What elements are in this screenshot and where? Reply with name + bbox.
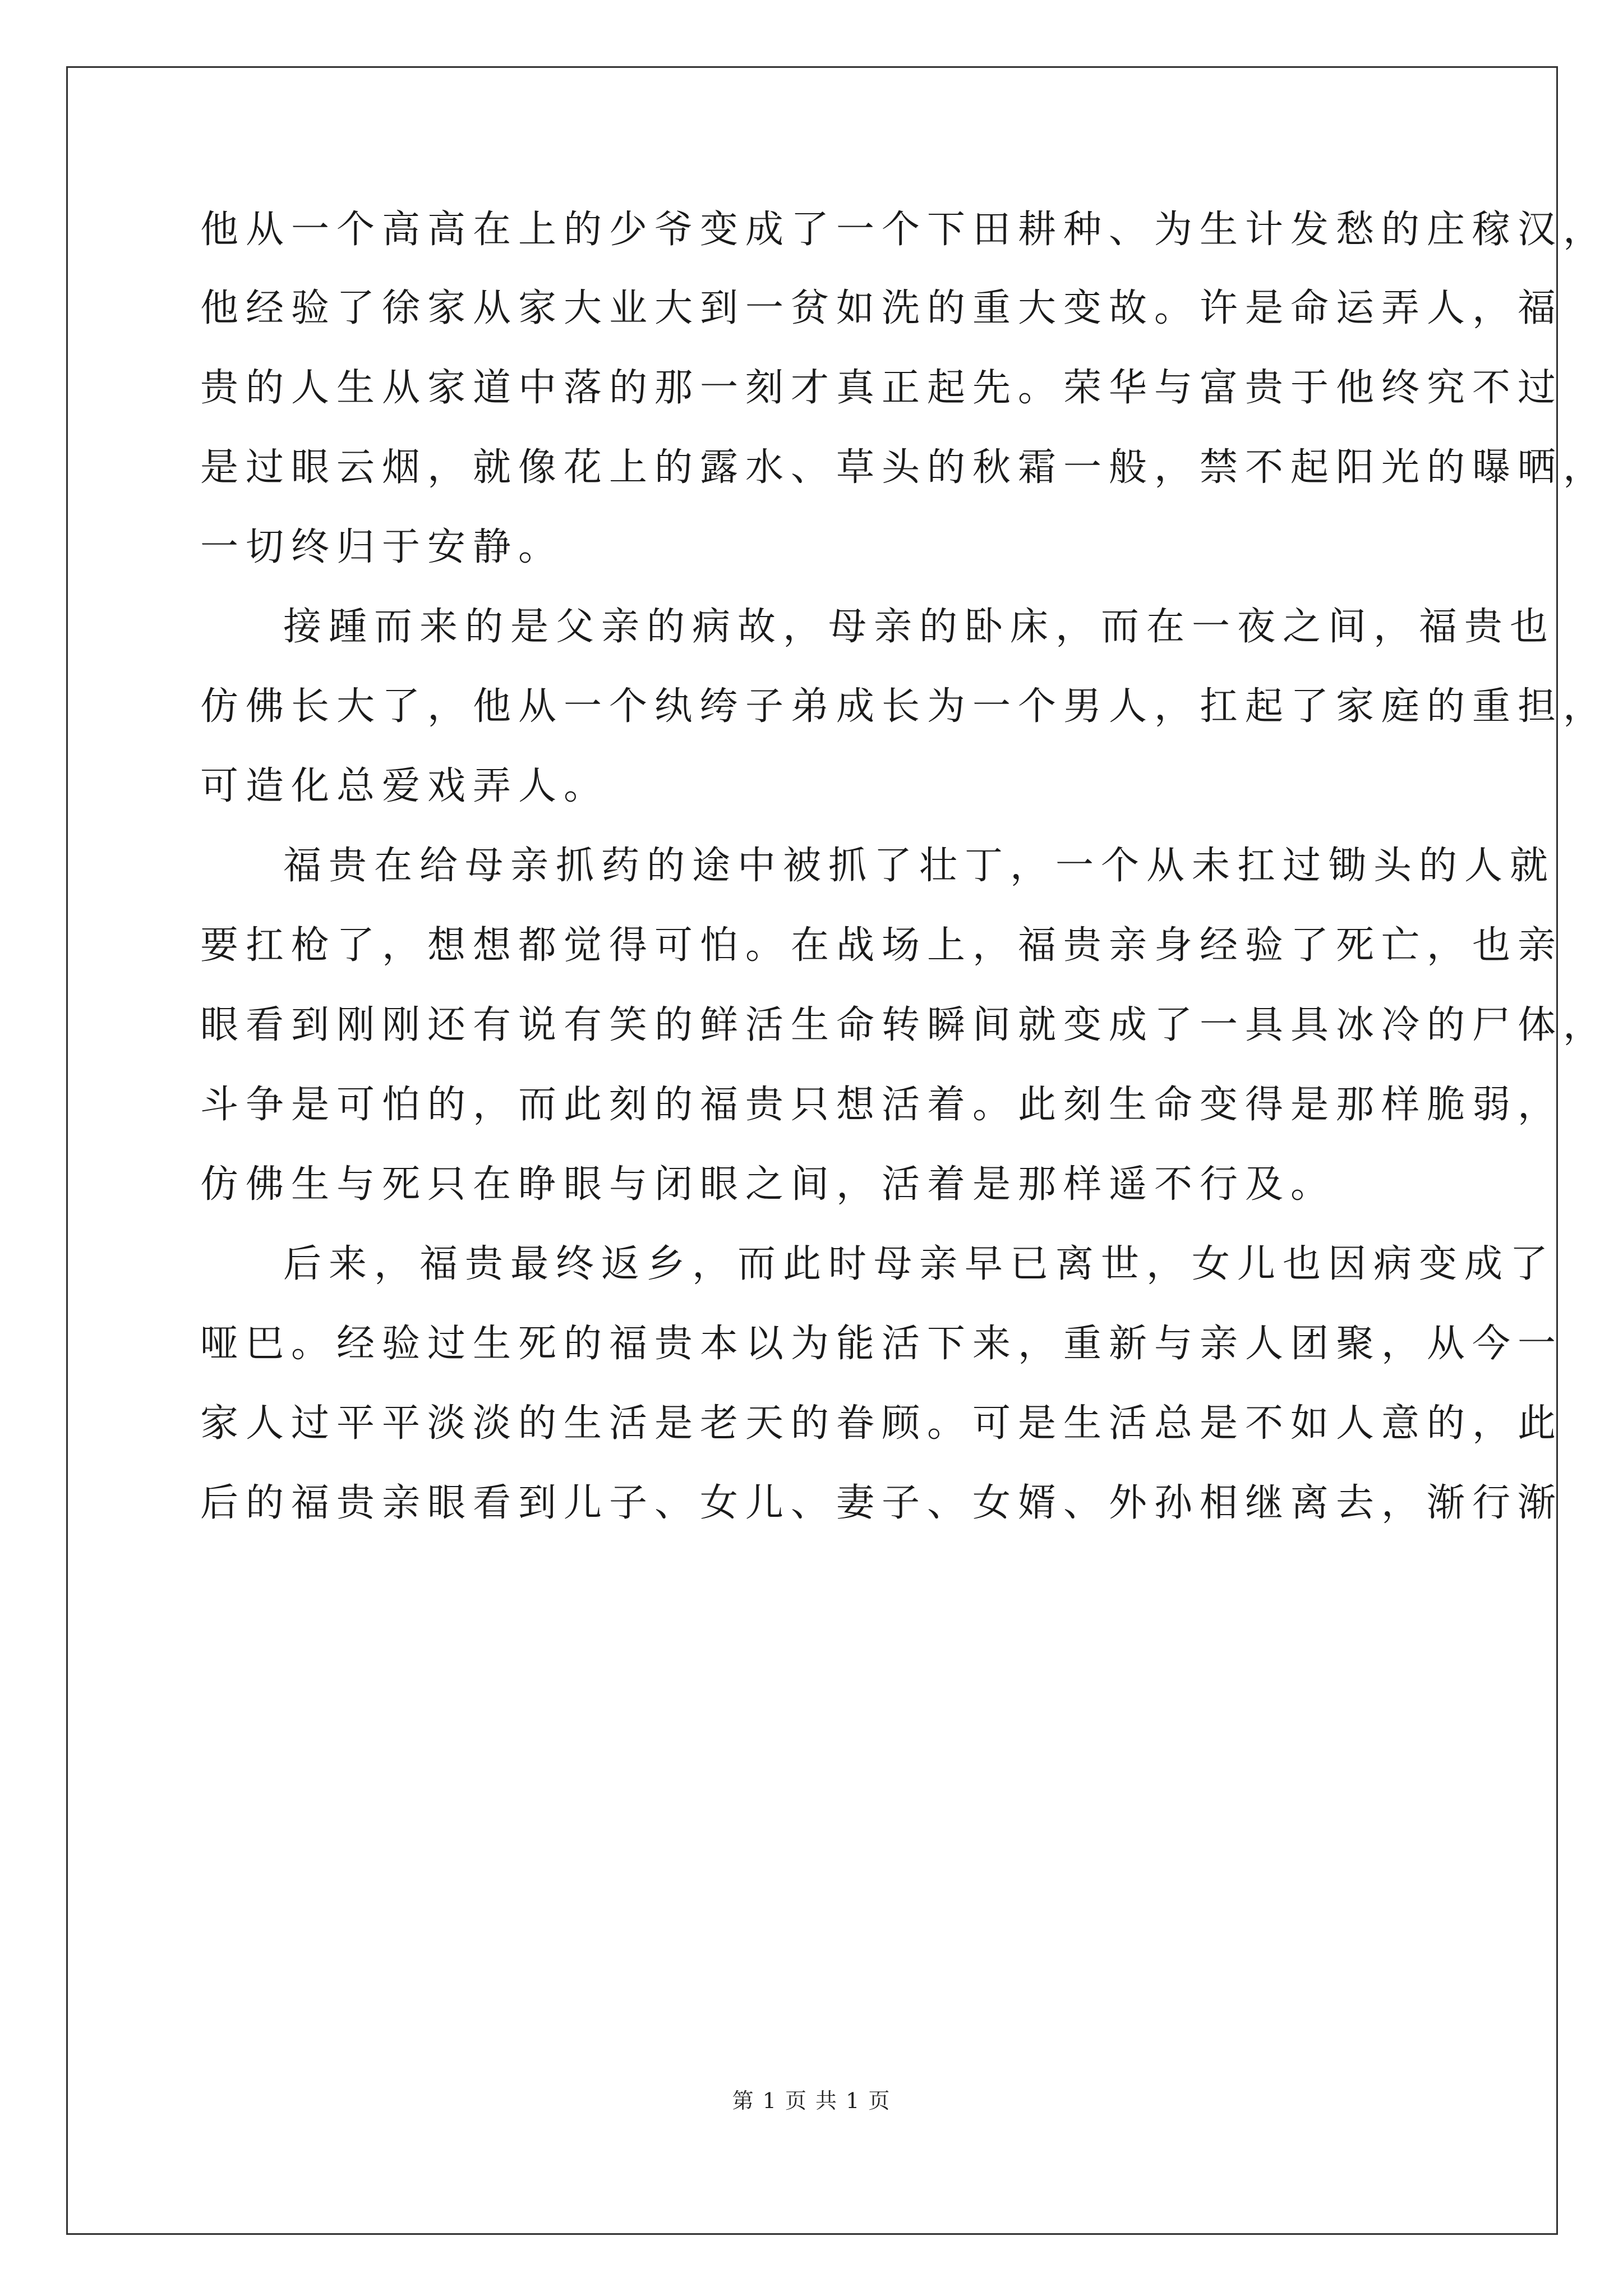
text-line: 要扛枪了，想想都觉得可怕。在战场上，福贵亲身经验了死亡，也亲 [200,923,1564,968]
text-line: 斗争是可怕的，而此刻的福贵只想活着。此刻生命变得是那样脆弱， [200,1083,1564,1127]
paragraph-first-line: 后来，福贵最终返乡，而此时母亲早已离世，女儿也因病变成了 [283,1242,1556,1286]
text-line: 仿佛长大了，他从一个纨绔子弟成长为一个男人，扛起了家庭的重担， [200,684,1609,729]
text-line: 贵的人生从家道中落的那一刻才真正起先。荣华与富贵于他终究不过 [200,366,1564,410]
paragraph-first-line: 福贵在给母亲抓药的途中被抓了壮丁，一个从未扛过锄头的人就 [283,844,1556,888]
text-line: 他从一个高高在上的少爷变成了一个下田耕种、为生计发愁的庄稼汉， [200,208,1609,252]
page-number-footer: 第 1 页 共 1 页 [732,2088,891,2113]
text-line: 仿佛生与死只在睁眼与闭眼之间，活着是那样遥不行及。 [200,1162,1336,1207]
text-line: 后的福贵亲眼看到儿子、女儿、妻子、女婿、外孙相继离去，渐行渐 [200,1481,1564,1525]
paragraph-first-line: 接踵而来的是父亲的病故，母亲的卧床，而在一夜之间，福贵也 [283,605,1556,649]
text-line: 他经验了徐家从家大业大到一贫如洗的重大变故。许是命运弄人，福 [200,286,1564,330]
text-line: 家人过平平淡淡的生活是老天的眷顾。可是生活总是不如人意的，此 [200,1401,1564,1446]
text-line: 哑巴。经验过生死的福贵本以为能活下来，重新与亲人团聚，从今一 [200,1322,1564,1366]
text-line: 眼看到刚刚还有说有笑的鲜活生命转瞬间就变成了一具具冰冷的尸体， [200,1003,1609,1047]
text-line: 可造化总爱戏弄人。 [200,764,610,808]
text-line: 是过眼云烟，就像花上的露水、草头的秋霜一般，禁不起阳光的曝晒， [200,445,1609,490]
text-line: 一切终归于安静。 [200,525,564,569]
